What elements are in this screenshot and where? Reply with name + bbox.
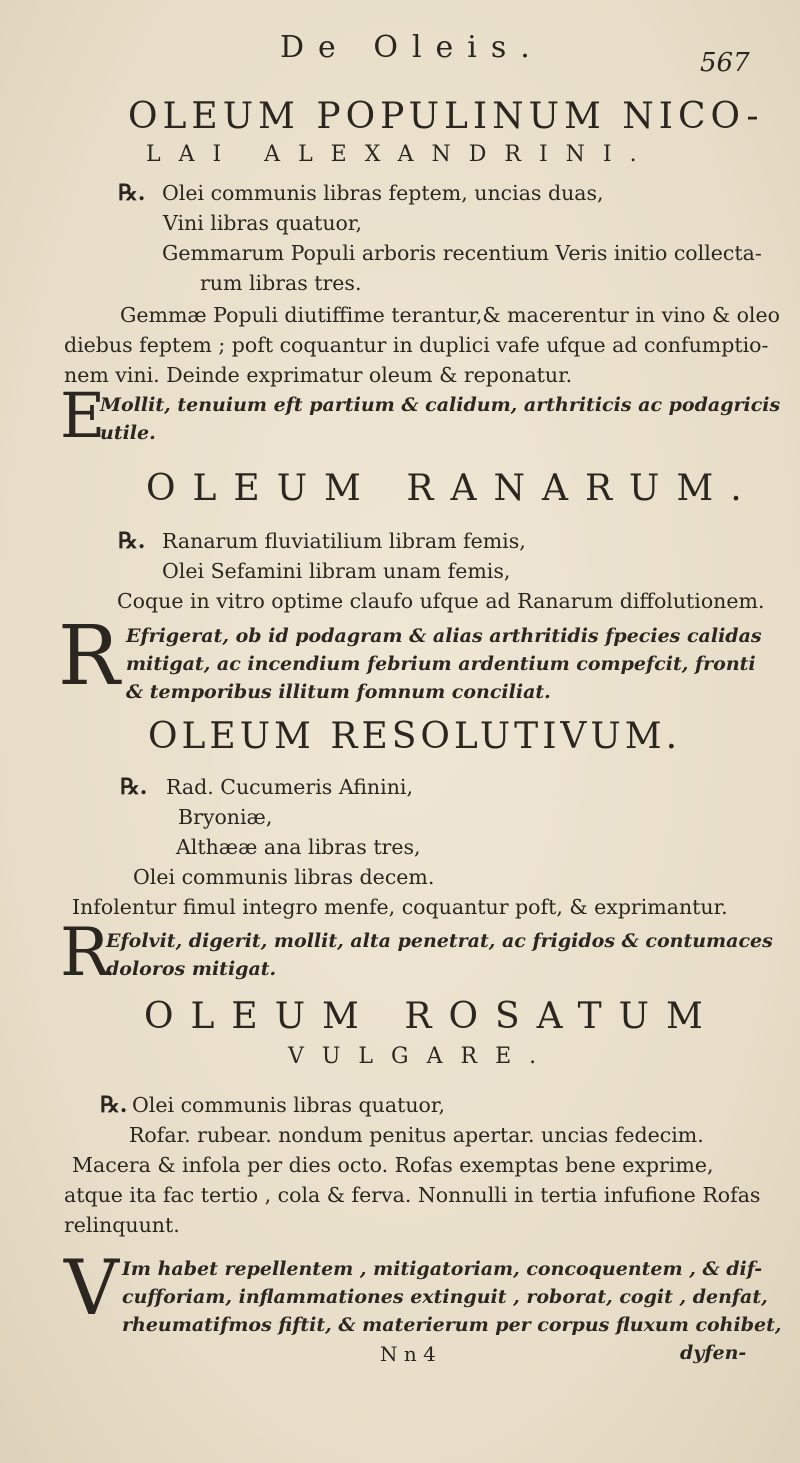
recipe-line: Gemmarum Populi arboris recentium Veris initio collecta- <box>162 241 762 265</box>
method-line: atque ita fac tertio , cola & ferva. Nonnulli in tertia infufione Rofas <box>64 1183 761 1207</box>
recipe-symbol: ℞. <box>118 180 146 206</box>
recipe-line: Ranarum fluviatilium libram femis, <box>162 529 526 553</box>
virtue-line: utile. <box>100 422 156 444</box>
method-line: Macera & infola per dies octo. Rofas exemptas bene exprime, <box>72 1153 714 1177</box>
running-head: De Oleis. <box>280 30 544 65</box>
catchword: dyfen- <box>680 1342 747 1364</box>
recipe-symbol: ℞. <box>120 774 148 800</box>
virtue-line: rheumatifmos fiftit, & materierum per corpus fluxum cohibet, <box>122 1314 782 1336</box>
virtue-line: doloros mitigat. <box>106 958 277 980</box>
recipe-symbol: ℞. <box>118 528 146 554</box>
method-line: Coque in vitro optime claufo ufque ad Ranarum diffolutionem. <box>117 589 765 613</box>
drop-capital: E <box>60 379 106 452</box>
page-number: 567 <box>700 48 750 78</box>
section-title: OLEUM RESOLUTIVUM. <box>148 716 682 757</box>
virtue-line: & temporibus illitum fomnum conciliat. <box>126 681 551 703</box>
recipe-line: Olei communis libras feptem, uncias duas, <box>162 181 604 205</box>
virtue-line: Mollit, tenuium eft partium & calidum, arthriticis ac podagricis <box>100 394 781 416</box>
virtue-line: cufforiam, inflammationes extinguit , roborat, cogit , denfat, <box>122 1286 768 1308</box>
recipe-line: Olei communis libras decem. <box>133 865 435 889</box>
drop-capital: R <box>60 914 110 991</box>
virtue-line: Im habet repellentem , mitigatoriam, concoquentem , & dif- <box>122 1258 763 1280</box>
method-line: diebus feptem ; poft coquantur in duplici vafe ufque ad confumptio- <box>64 333 769 357</box>
section-title: OLEUM RANARUM. <box>146 468 759 509</box>
virtue-line: mitigat, ac incendium febrium ardentium compefcit, fronti <box>126 653 756 675</box>
method-line: relinquunt. <box>64 1213 180 1237</box>
recipe-line: Olei communis libras quatuor, <box>132 1093 445 1117</box>
recipe-line: Althææ ana libras tres, <box>176 835 421 859</box>
recipe-line: Olei Sefamini libram unam femis, <box>162 559 511 583</box>
virtue-line: Efolvit, digerit, mollit, alta penetrat, ac frigidos & contumaces <box>106 930 773 952</box>
recipe-line: Rad. Cucumeris Afinini, <box>166 775 413 799</box>
method-line: nem vini. Deinde exprimatur oleum & reponatur. <box>64 363 573 387</box>
drop-capital: V <box>64 1243 119 1332</box>
drop-capital: R <box>58 609 120 704</box>
section-subtitle: LAI ALEXANDRINI. <box>146 142 655 167</box>
method-line: Infolentur fimul integro menfe, coquantur poft, & exprimantur. <box>72 895 728 919</box>
recipe-line: Rofar. rubear. nondum penitus apertar. uncias fedecim. <box>129 1123 704 1147</box>
section-title: OLEUM ROSATUM <box>144 996 720 1037</box>
recipe-line: Bryoniæ, <box>178 805 273 829</box>
virtue-line: Efrigerat, ob id podagram & alias arthritidis fpecies calidas <box>126 625 762 647</box>
recipe-line: rum libras tres. <box>200 271 362 295</box>
recipe-symbol: ℞. <box>100 1092 128 1118</box>
method-line: Gemmæ Populi diutiffime terantur,& macerentur in vino & oleo <box>120 303 780 327</box>
recipe-line: Vini libras quatuor, <box>163 211 362 235</box>
section-subtitle: VULGARE. <box>288 1044 555 1069</box>
section-title: OLEUM POPULINUM NICO- <box>128 96 764 137</box>
signature-mark: N n 4 <box>380 1342 436 1366</box>
